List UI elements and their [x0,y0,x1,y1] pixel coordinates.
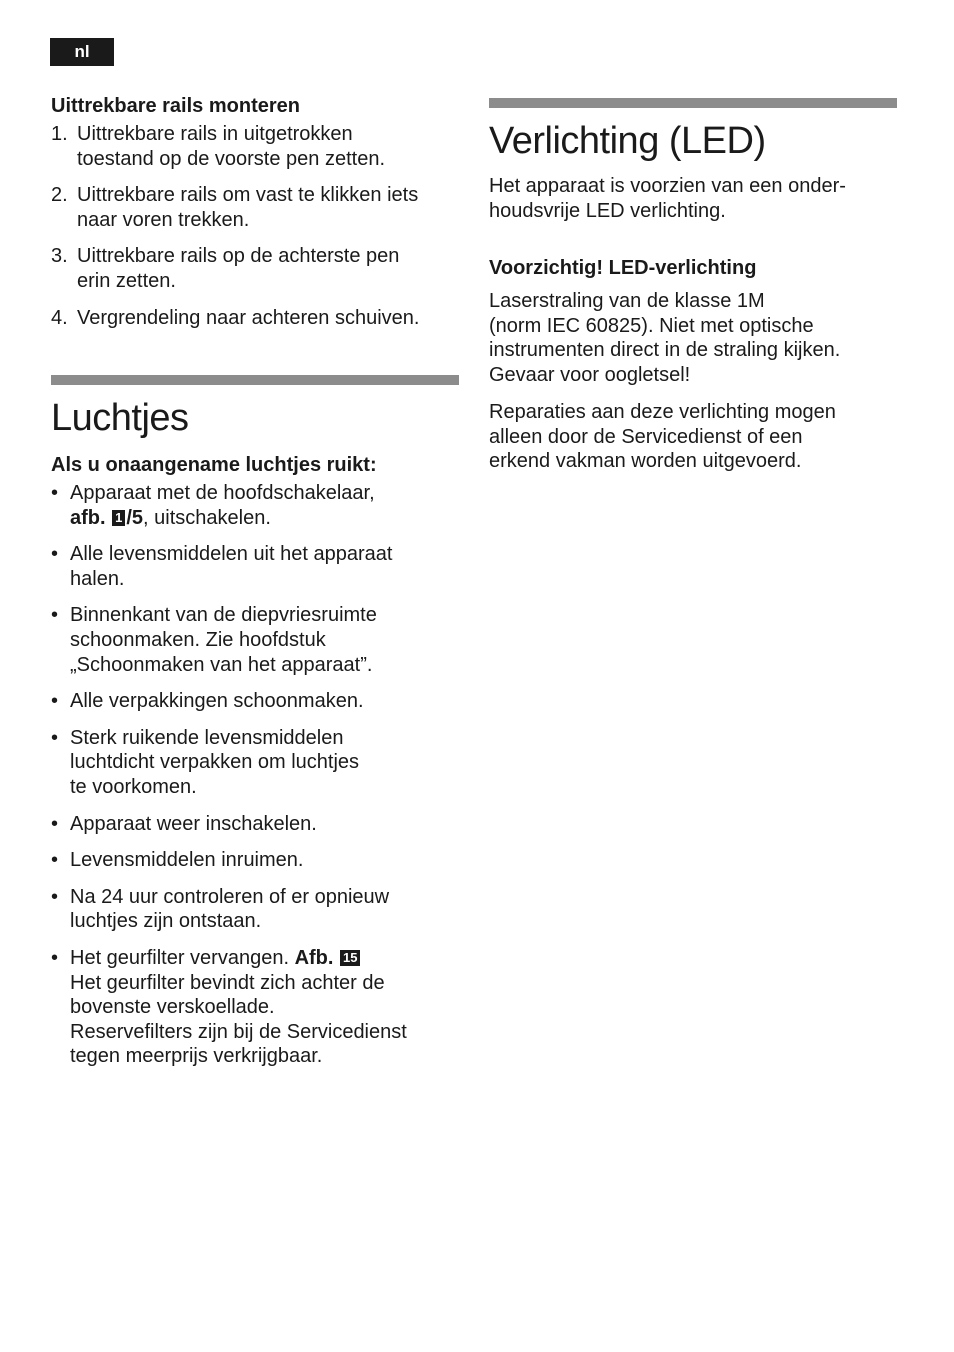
item-line: luchtjes zijn ontstaan. [70,910,262,933]
figure-number-badge: 15 [340,950,360,966]
para-line: Laserstraling van de klasse 1M [489,290,765,312]
step-line: naar voren trekken. [77,208,250,231]
step-line: Vergrendeling naar achteren schuiven. [77,306,420,329]
figure-number-badge: 1 [112,510,125,526]
para-line: erkend vakman worden uitgevoerd. [489,450,802,473]
para-line: Reparaties aan deze verlichting mogen [489,401,836,423]
bullet: • [51,885,59,908]
list-item [51,812,407,837]
item-line: Binnenkant van de diepvriesruimte [70,604,377,627]
bullet: • [51,543,59,566]
para-line: houdsvrije LED verlichting. [489,199,726,222]
list-item [51,689,407,714]
step-number: 1. [51,123,68,145]
step-number: 4. [51,306,68,329]
item-line: Sterk ruikende levensmiddelen [70,726,344,749]
rails-step [51,244,419,293]
item-line: bovenste verskoellade. [70,996,275,1019]
item-line [70,506,407,531]
bullet: • [51,849,59,872]
item-line: „Schoonmaken van het apparaat”. [70,653,373,676]
rails-heading: Uittrekbare rails monteren [51,95,300,117]
bullet: • [51,812,59,835]
led-intro [489,174,846,223]
item-line: Apparaat met de hoofdschakelaar, [70,482,375,504]
item-line: Levensmiddelen inruimen. [70,849,304,872]
item-line: Alle levensmiddelen uit het apparaat [70,543,393,566]
warning-heading: Voorzichtig! LED-verlichting [489,257,757,279]
rails-steps [51,122,419,330]
item-line: luchtdicht verpakken om luchtjes [70,751,360,774]
step-line: Uittrekbare rails op de achterste pen [77,245,400,268]
figure-ref-suffix: /5 [126,506,144,529]
item-line: te voorkomen. [70,775,197,798]
para-line: Het apparaat is voorzien van een onder- [489,175,846,197]
para-line: instrumenten direct in de straling kijken. [489,339,841,362]
bullet: • [51,726,59,749]
item-line: Het geurfilter bevindt zich achter de [70,971,385,994]
item-line: tegen meerprijs verkrijgbaar. [70,1045,323,1068]
figure-ref: afb. [70,506,106,529]
rails-step [51,306,419,331]
list-item [51,542,407,591]
para-line: (norm IEC 60825). Niet met optische [489,314,814,337]
item-line: Alle verpakkingen schoonmaken. [70,690,364,713]
language-tag: nl [50,38,114,66]
section-divider [51,375,459,385]
para-line: Gevaar voor oogletsel! [489,363,691,386]
bullet: • [51,946,59,969]
figure-ref: Afb. [294,946,334,969]
step-line: toestand op de voorste pen zetten. [77,147,385,170]
list-item [51,885,407,934]
rails-step [51,122,419,171]
item-line: schoonmaken. Zie hoofdstuk [70,628,326,651]
step-number: 3. [51,245,68,268]
list-item [51,848,407,873]
repair-text [489,400,836,474]
item-line: halen. [70,567,125,590]
step-line: erin zetten. [77,269,176,292]
item-text: , uitschakelen. [143,506,271,529]
step-number: 2. [51,184,68,207]
item-line: Apparaat weer inschakelen. [70,812,317,835]
para-line: alleen door de Servicedienst of een [489,425,803,448]
item-line: Reservefilters zijn bij de Servicedienst [70,1020,407,1043]
step-line: Uittrekbare rails om vast te klikken iets [77,184,419,207]
section-divider [489,98,897,108]
step-line: Uittrekbare rails in uitgetrokken [77,123,353,145]
led-title: Verlichting (LED) [489,120,766,162]
bullet: • [51,690,59,713]
warning-text [489,289,840,387]
item-line [70,946,407,971]
luchtjes-intro: Als u onaangename luchtjes ruikt: [51,454,377,476]
bullet: • [51,482,59,504]
item-text: Het geurfilter vervangen. [70,946,295,969]
bullet: • [51,604,59,627]
list-item [51,726,407,800]
luchtjes-list [51,481,407,1069]
list-item [51,603,407,677]
rails-step [51,183,419,232]
list-item [51,946,407,1069]
list-item [51,481,407,530]
luchtjes-title: Luchtjes [51,397,189,439]
item-line: Na 24 uur controleren of er opnieuw [70,885,390,908]
